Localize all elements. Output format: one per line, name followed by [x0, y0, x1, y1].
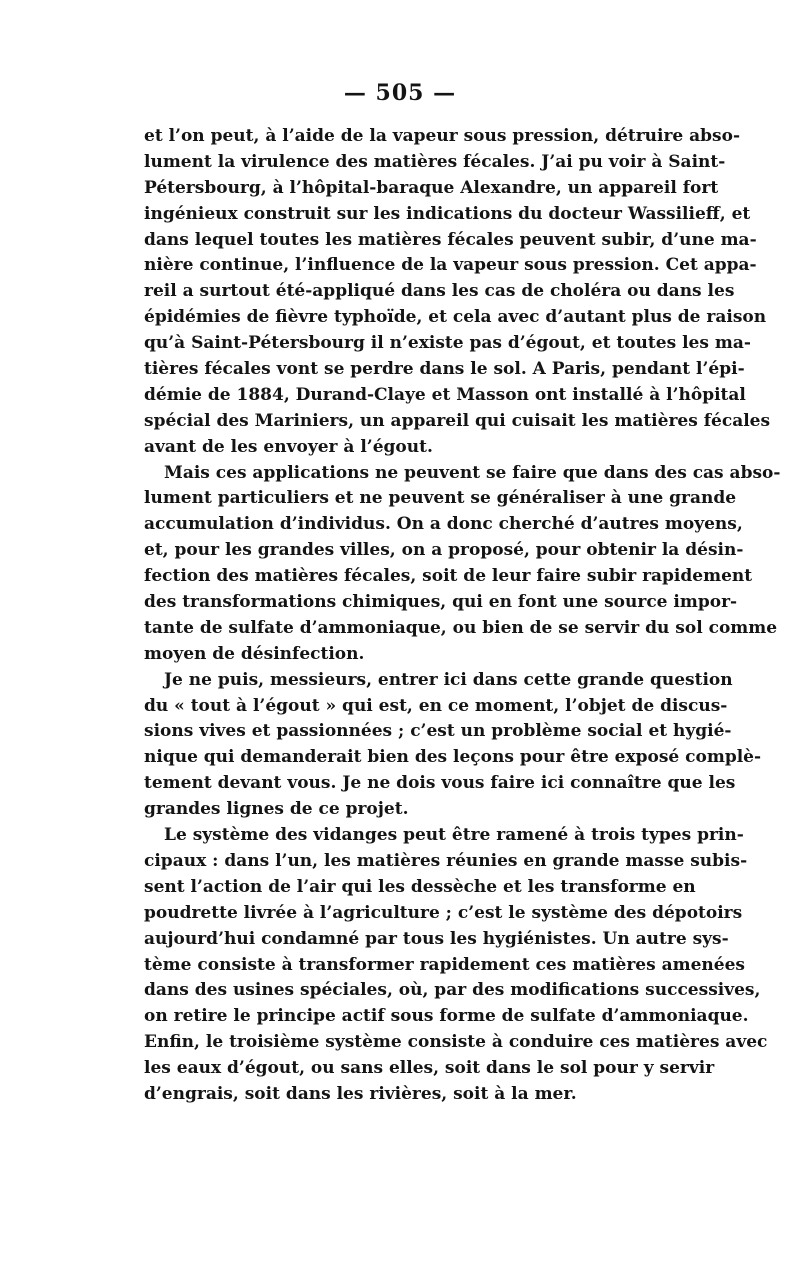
text-line: on retire le principe actif sous forme de sulfate d’ammoniaque.	[144, 1006, 749, 1027]
text-line: tières fécales vont se perdre dans le sol. A Paris, pendant l’épi-	[144, 359, 745, 380]
paragraph-1	[144, 124, 771, 461]
text-line: d’engrais, soit dans les rivières, soit à la mer.	[144, 1083, 577, 1104]
text-line: sions vives et passionnées ; c’est un problème social et hygié-	[144, 721, 732, 742]
text-line: nique qui demanderait bien des leçons pour être exposé complè-	[144, 747, 762, 768]
text-line: grandes lignes de ce projet.	[144, 799, 409, 820]
text-line: qu’à Saint-Pétersbourg il n’existe pas d’égout, et toutes les ma-	[144, 333, 751, 354]
text-line: spécial des Mariniers, un appareil qui cuisait les matières fécales	[144, 410, 771, 431]
text-line: cipaux : dans l’un, les matières réunies en grande masse subis-	[144, 850, 748, 871]
text-line: ingénieux construit sur les indications du docteur Wassilieff, et	[144, 203, 751, 224]
text-line: tement devant vous. Je ne dois vous faire ici connaître que les	[144, 773, 736, 794]
text-line: et l’on peut, à l’aide de la vapeur sous pression, détruire abso-	[144, 126, 741, 146]
text-line: Je ne puis, messieurs, entrer ici dans cette grande question	[164, 669, 733, 690]
text-line: épidémies de fièvre typhoïde, et cela avec d’autant plus de raison	[144, 307, 767, 328]
page-number: — 505 —	[343, 80, 457, 106]
paragraph-4	[144, 823, 768, 1108]
text-line: dans lequel toutes les matières fécales peuvent subir, d’une ma-	[144, 229, 757, 250]
text-line: aujourd’hui condamné par tous les hygiénistes. Un autre sys-	[144, 928, 729, 949]
text-line: Le système des vidanges peut être ramené à trois types prin-	[164, 825, 744, 846]
paragraph-2	[144, 461, 781, 668]
text-line: tème consiste à transformer rapidement ces matières amenées	[144, 954, 745, 975]
text-line: démie de 1884, Durand-Claye et Masson ont installé à l’hôpital	[144, 384, 746, 405]
text-line: tante de sulfate d’ammoniaque, ou bien de se servir du sol comme	[144, 617, 778, 638]
text-line: les eaux d’égout, ou sans elles, soit dans le sol pour y servir	[144, 1058, 715, 1079]
text-line: moyen de désinfection.	[144, 643, 365, 664]
text-line: des transformations chimiques, qui en font une source impor-	[144, 592, 738, 613]
text-line: accumulation d’individus. On a donc cherché d’autres moyens,	[144, 514, 743, 535]
text-line: lument la virulence des matières fécales. J’ai pu voir à Saint-	[144, 151, 726, 172]
text-line: du « tout à l’égout » qui est, en ce moment, l’objet de discus-	[144, 695, 728, 716]
text-line: lument particuliers et ne peuvent se généraliser à une grande	[144, 488, 737, 509]
text-line: Pétersbourg, à l’hôpital-baraque Alexandre, un appareil fort	[144, 177, 719, 198]
text-line: reil a surtout été-appliqué dans les cas de choléra ou dans les	[144, 281, 735, 302]
body-text	[144, 124, 781, 1108]
text-line: Enfin, le troisième système consiste à conduire ces matières avec	[144, 1032, 768, 1053]
text-line: poudrette livrée à l’agriculture ; c’est le système des dépotoirs	[144, 902, 743, 923]
text-line: dans des usines spéciales, où, par des modifications successives,	[144, 980, 761, 1001]
text-line: Mais ces applications ne peuvent se faire que dans des cas abso-	[164, 462, 781, 483]
text-line: avant de les envoyer à l’égout.	[144, 436, 433, 457]
text-line: et, pour les grandes villes, on a proposé, pour obtenir la désin-	[144, 540, 744, 561]
text-line: fection des matières fécales, soit de leur faire subir rapidement	[144, 566, 753, 587]
text-line: nière continue, l’influence de la vapeur sous pression. Cet appa-	[144, 255, 757, 276]
text-line: sent l’action de l’air qui les dessèche et les transforme en	[144, 876, 696, 897]
paragraph-3	[144, 668, 762, 823]
